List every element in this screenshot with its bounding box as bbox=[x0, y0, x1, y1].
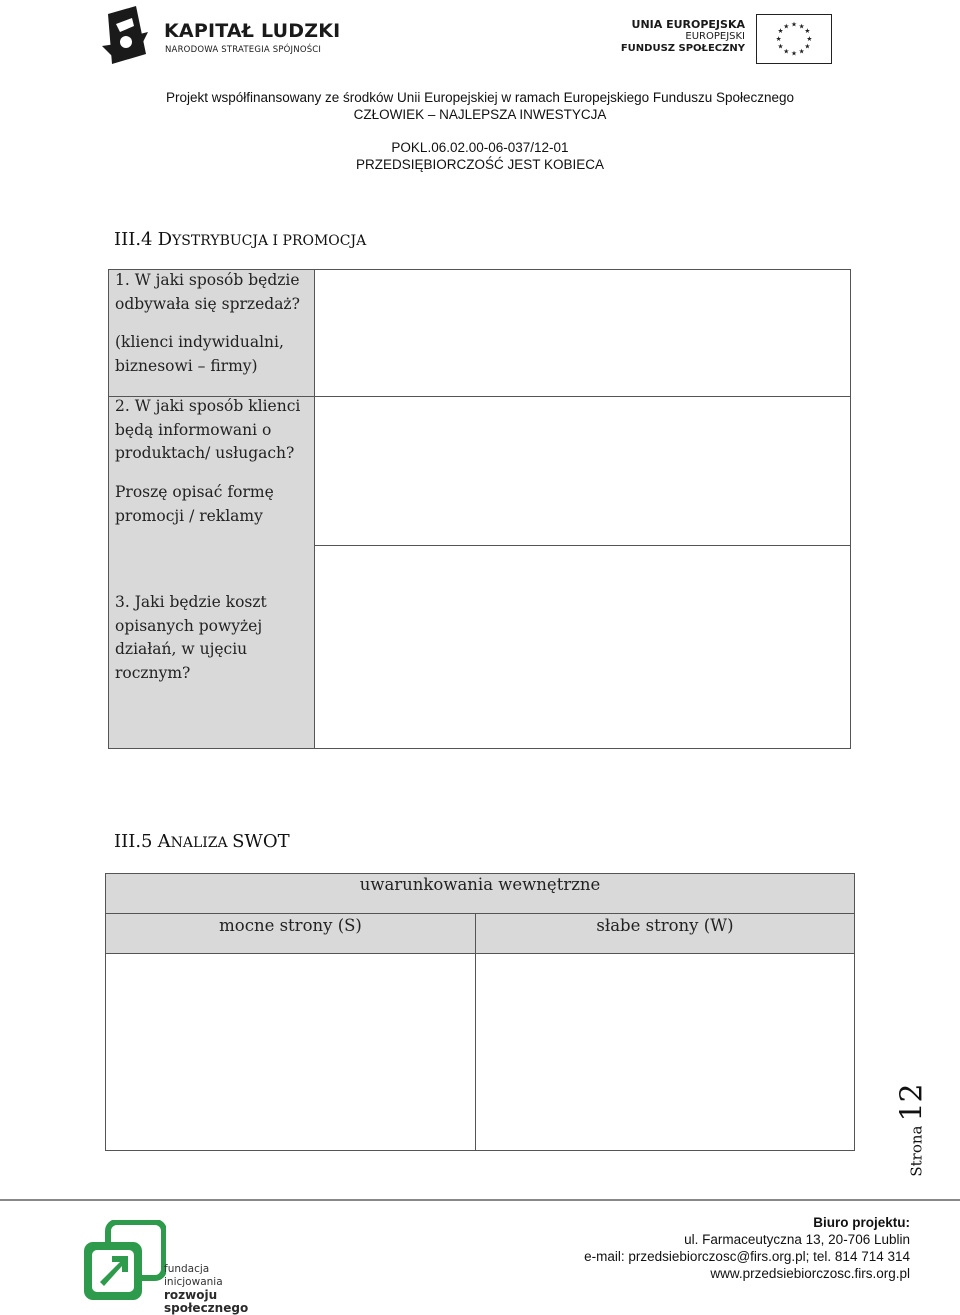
page-number bbox=[882, 1080, 942, 1180]
eu-line3: FUNDUSZ SPOŁECZNY bbox=[620, 43, 745, 54]
eu-flag-icon bbox=[756, 14, 832, 64]
svg-text:★: ★ bbox=[804, 42, 811, 51]
weaknesses-cell[interactable] bbox=[476, 954, 854, 1150]
section-heading-swot bbox=[114, 831, 290, 852]
section-title-end: SWOT bbox=[232, 831, 290, 852]
footer-divider bbox=[0, 1199, 960, 1201]
section-title-initial: D bbox=[157, 229, 173, 250]
swot-col-weaknesses: słabe strony (W) bbox=[596, 916, 734, 935]
page-number-value: 12 bbox=[894, 1083, 930, 1122]
kapital-ludzki-title: KAPITAŁ LUDZKI bbox=[164, 20, 341, 42]
section-number: III.4 bbox=[114, 229, 153, 250]
header-project-code: POKL.06.02.00-06-037/12-01 bbox=[391, 140, 569, 155]
firs-logo-line1: fundacja inicjowania bbox=[164, 1263, 223, 1288]
kapital-ludzki-logo bbox=[102, 6, 341, 66]
answer-cell-1[interactable] bbox=[316, 270, 850, 396]
answer-cell-3[interactable] bbox=[316, 546, 850, 748]
question-1-note: (klienci indywidualni, biznesowi – firmy) bbox=[115, 333, 284, 375]
footer-address: ul. Farmaceutyczna 13, 20-706 Lublin bbox=[684, 1232, 910, 1247]
svg-text:★: ★ bbox=[777, 42, 784, 51]
strengths-cell[interactable] bbox=[106, 954, 475, 1150]
column-divider bbox=[475, 914, 476, 954]
swot-col-strengths: mocne strony (S) bbox=[219, 916, 362, 935]
svg-text:★: ★ bbox=[790, 49, 798, 58]
firs-logo-line2: rozwoju społecznego bbox=[164, 1288, 249, 1315]
kapital-ludzki-subtitle: NARODOWA STRATEGIA SPÓJNOŚCI bbox=[165, 45, 322, 55]
header-cofinancing-line: Projekt współfinansowany ze środków Unii Europejskiej w ramach Europejskiego Funduszu Społecznego bbox=[165, 90, 795, 105]
section-title-rest: YSTRYBUCJA I PROMOCJA bbox=[172, 233, 367, 249]
question-3: 3. Jaki będzie koszt opisanych powyżej działań, w ujęciu rocznym? bbox=[115, 593, 267, 682]
firs-logo-arrow-icon bbox=[80, 1220, 166, 1302]
question-2: 2. W jaki sposób klienci będą informowani o produktach/ usługach? bbox=[115, 397, 301, 462]
svg-text:★: ★ bbox=[777, 27, 784, 36]
footer-office-title: Biuro projektu: bbox=[813, 1215, 910, 1230]
firs-logo-text bbox=[164, 1263, 260, 1315]
svg-text:★: ★ bbox=[798, 47, 805, 56]
svg-text:★: ★ bbox=[783, 22, 790, 31]
eu-line1: UNIA EUROPEJSKA bbox=[631, 18, 745, 31]
svg-text:★: ★ bbox=[790, 20, 798, 29]
footer-website[interactable]: www.przedsiebiorczosc.firs.org.pl bbox=[710, 1266, 910, 1281]
firs-logo bbox=[80, 1218, 260, 1315]
eu-line2: EUROPEJSKI bbox=[685, 31, 745, 42]
footer-contact: e-mail: przedsiebiorczosc@firs.org.pl; tel. 814 714 314 bbox=[584, 1249, 910, 1264]
swot-header-row bbox=[106, 874, 854, 914]
header-slogan-line: CZŁOWIEK – NAJLEPSZA INWESTYCJA bbox=[353, 107, 607, 122]
section-heading-distribution bbox=[114, 229, 366, 250]
header-project-name: PRZEDSIĘBIORCZOŚĆ JEST KOBIECA bbox=[355, 157, 605, 172]
kapital-ludzki-emblem-icon bbox=[102, 6, 152, 66]
section-number: III.5 bbox=[114, 831, 153, 852]
eu-logo-text bbox=[621, 19, 745, 55]
page-number-rotated bbox=[895, 1083, 930, 1176]
svg-text:★: ★ bbox=[806, 34, 813, 43]
svg-text:★: ★ bbox=[798, 22, 805, 31]
swot-subheader-row bbox=[106, 914, 854, 954]
section-title-rest: NALIZA bbox=[170, 835, 233, 851]
question-1: 1. W jaki sposób będzie odbywała się sprzedaż? bbox=[115, 271, 300, 313]
swot-header-internal: uwarunkowania wewnętrzne bbox=[359, 875, 601, 894]
svg-text:★: ★ bbox=[783, 47, 790, 56]
swot-table bbox=[105, 873, 855, 1151]
svg-text:★: ★ bbox=[775, 34, 782, 43]
page-label: Strona bbox=[907, 1125, 926, 1177]
answer-cell-2[interactable] bbox=[316, 397, 850, 545]
section-title-initial: A bbox=[157, 831, 171, 852]
distribution-table bbox=[108, 269, 851, 749]
question-2-note: Proszę opisać formę promocji / reklamy bbox=[115, 483, 274, 525]
svg-text:★: ★ bbox=[804, 27, 811, 36]
